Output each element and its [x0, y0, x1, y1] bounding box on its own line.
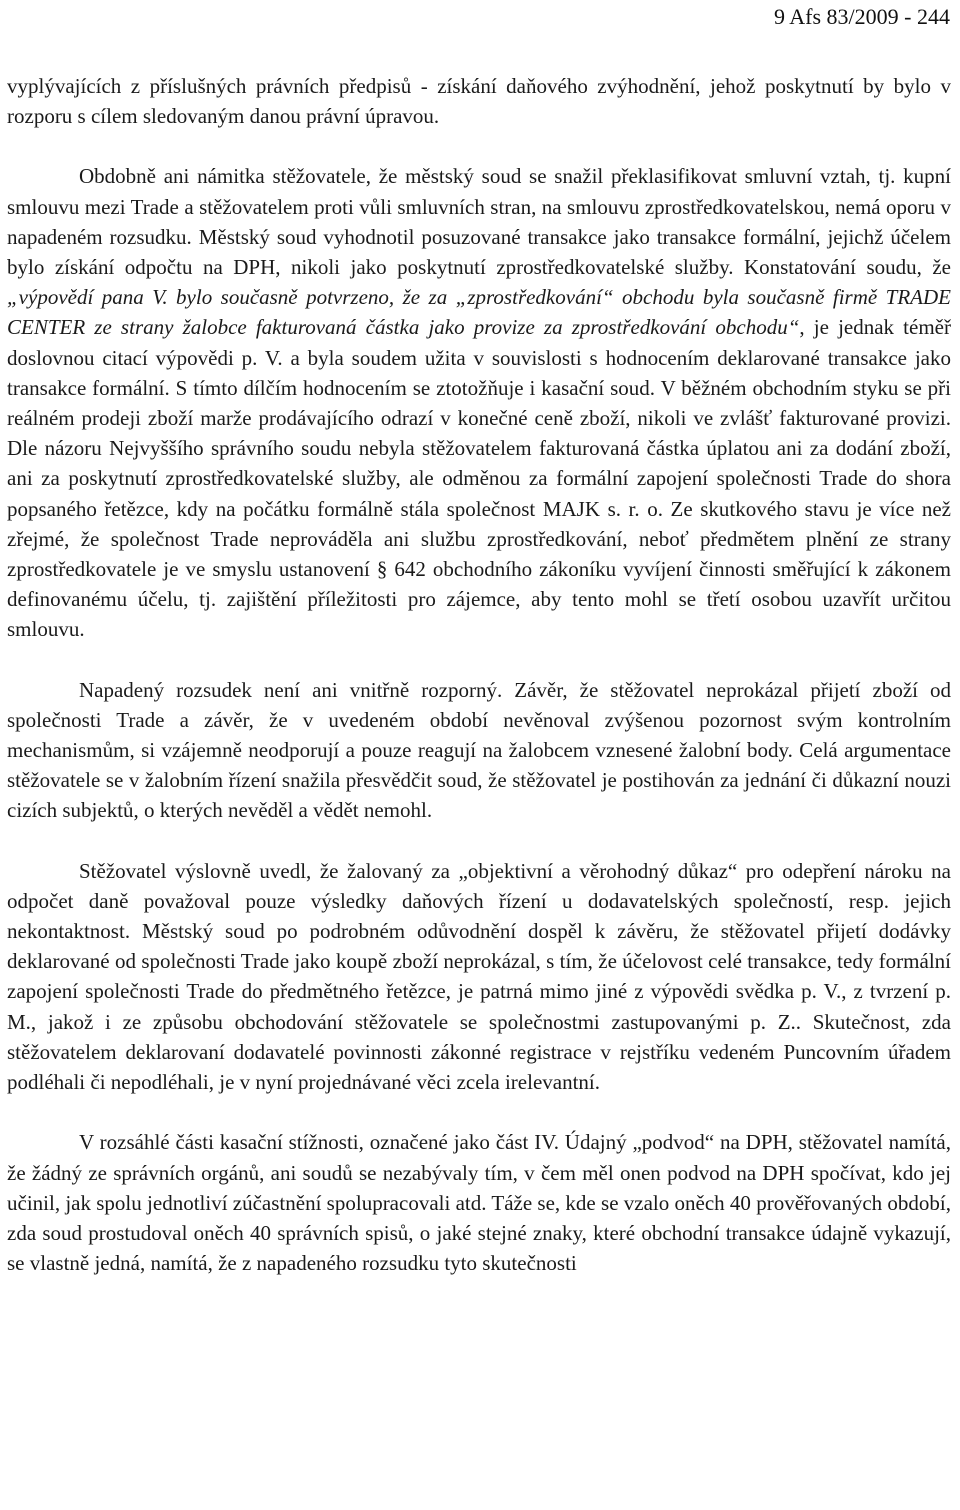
italic-quotation: „výpovědí pana V. bylo současně potvrzeno, že za „zprostředkování“ obchodu byla současně firmě TRADE CENTER ze strany žalobce fakturovaná částka jako provize za zprostředkování obchodu“: [7, 285, 951, 340]
paragraph-text-end: , je jednak téměř doslovnou citací výpovědi p. V. a byla soudem užita v souvislosti s hodnocením deklarované transakce jako transakce formální. S tímto dílčím hodnocením se ztotožňuje i kasační soud. V běžném obchodním styku se při reálném prodeji zboží marže prodávajícího odrazí v konečné ceně zboží, nikoli ve zvlášť fakturované provizi. Dle názoru Nejvyššího správního soudu nebyla stěžovatelem fakturovaná částka úplatou ani za dodání zboží, ani za poskytnutí zprostředkovatelské služby, ale odměnou za formální zapojení společnosti Trade do shora popsaného řetězce, kdy na počátku formálně stála společnost MAJK s. r. o. Ze skutkového stavu je více než zřejmé, že společnost Trade neprováděla ani službu zprostředkování, neboť předmětem plnění ze strany zprostředkovatele je ve smyslu ustanovení § 642 obchodního zákoníku vyvíjení činnosti směřující k zákonem definovanému účelu, tj. zajištění příležitosti pro zájemce, aby tento mohl se třetí osobou uzavřít určitou smlouvu.: [7, 315, 951, 642]
paragraph-text-start: Obdobně ani námitka stěžovatele, že městský soud se snažil překlasifikovat smluvní vztah, tj. kupní smlouvu mezi Trade a stěžovatelem proti vůli smluvních stran, na smlouvu zprostředkovatelskou, nemá oporu v napadeném rozsudku. Městský soud vyhodnotil posuzované transakce jako transakce formální, jejichž účelem bylo získání odpočtu na DPH, nikoli jako poskytnutí zprostředkovatelské služby. Konstatování soudu, že: [7, 164, 951, 280]
paragraph-vat-fraud: V rozsáhlé části kasační stížnosti, označené jako část IV. Údajný „podvod“ na DPH, stěžovatel namítá, že žádný ze správních orgánů, ani soudů se nezabývaly tím, v čem měl onen podvod na DPH spočívat, kdo jej učinil, jak spolu jednotliví zúčastnění spolupracovali atd. Táže se, kde se vzalo oněch 40 prověřovaných období, zda soud prostudoval oněch 40 správních spisů, o jaké stejné znaky, které obchodní transakce údajně vykazují, se vlastně jedná, namítá, že z napadeného rozsudku tyto skutečnosti: [7, 1130, 951, 1276]
case-reference: 9 Afs 83/2009 - 244: [774, 4, 950, 29]
paragraph-evidence: Stěžovatel výslovně uvedl, že žalovaný za „objektivní a věrohodný důkaz“ pro odepření nároku na odpočet daně považoval pouze výsledky daňových řízení u dodavatelských společností, resp. jejich nekontaktnost. Městský soud po podrobném odůvodnění dospěl k závěru, že stěžovatel přijetí dodávky deklarované od společnosti Trade jako koupě zboží neprokázal, s tím, že účelovost celé transakce, tedy formální zapojení společnosti Trade do předmětného řetězce, je patrná mimo jiné z výpovědi svědka p. V., z tvrzení p. M., jakož i ze způsobu obchodování stěžovatele se společnostmi zastupovanými p. Z.. Skutečnost, zda stěžovatelem deklarovaní dodavatelé povinnosti zákonné registrace v rejstříku vedeném Puncovním úřadem podléhali či nepodléhali, je v nyní projednávané věci zcela irelevantní.: [7, 858, 951, 1095]
paragraph-reclassification: [7, 161, 951, 644]
document-body: [7, 71, 951, 1278]
paragraph-consistency: Napadený rozsudek není ani vnitřně rozporný. Závěr, že stěžovatel neprokázal přijetí zboží od společnosti Trade a závěr, že v uvedeném období nevěnoval zvýšenou pozornost svým kontrolním mechanismům, si vzájemně neodporují a pouze reagují na žalobcem vznesené žalobní body. Celá argumentace stěžovatele se v žalobním řízení snažila přesvědčit soud, že stěžovatel je postihován za jednání či důkazní nouzi cizích subjektů, o kterých nevěděl a vědět nemohl.: [7, 677, 951, 823]
paragraph-continuation: vyplývajících z příslušných právních předpisů - získání daňového zvýhodnění, jehož poskytnutí by bylo v rozporu s cílem sledovaným danou právní úpravou.: [7, 74, 951, 129]
